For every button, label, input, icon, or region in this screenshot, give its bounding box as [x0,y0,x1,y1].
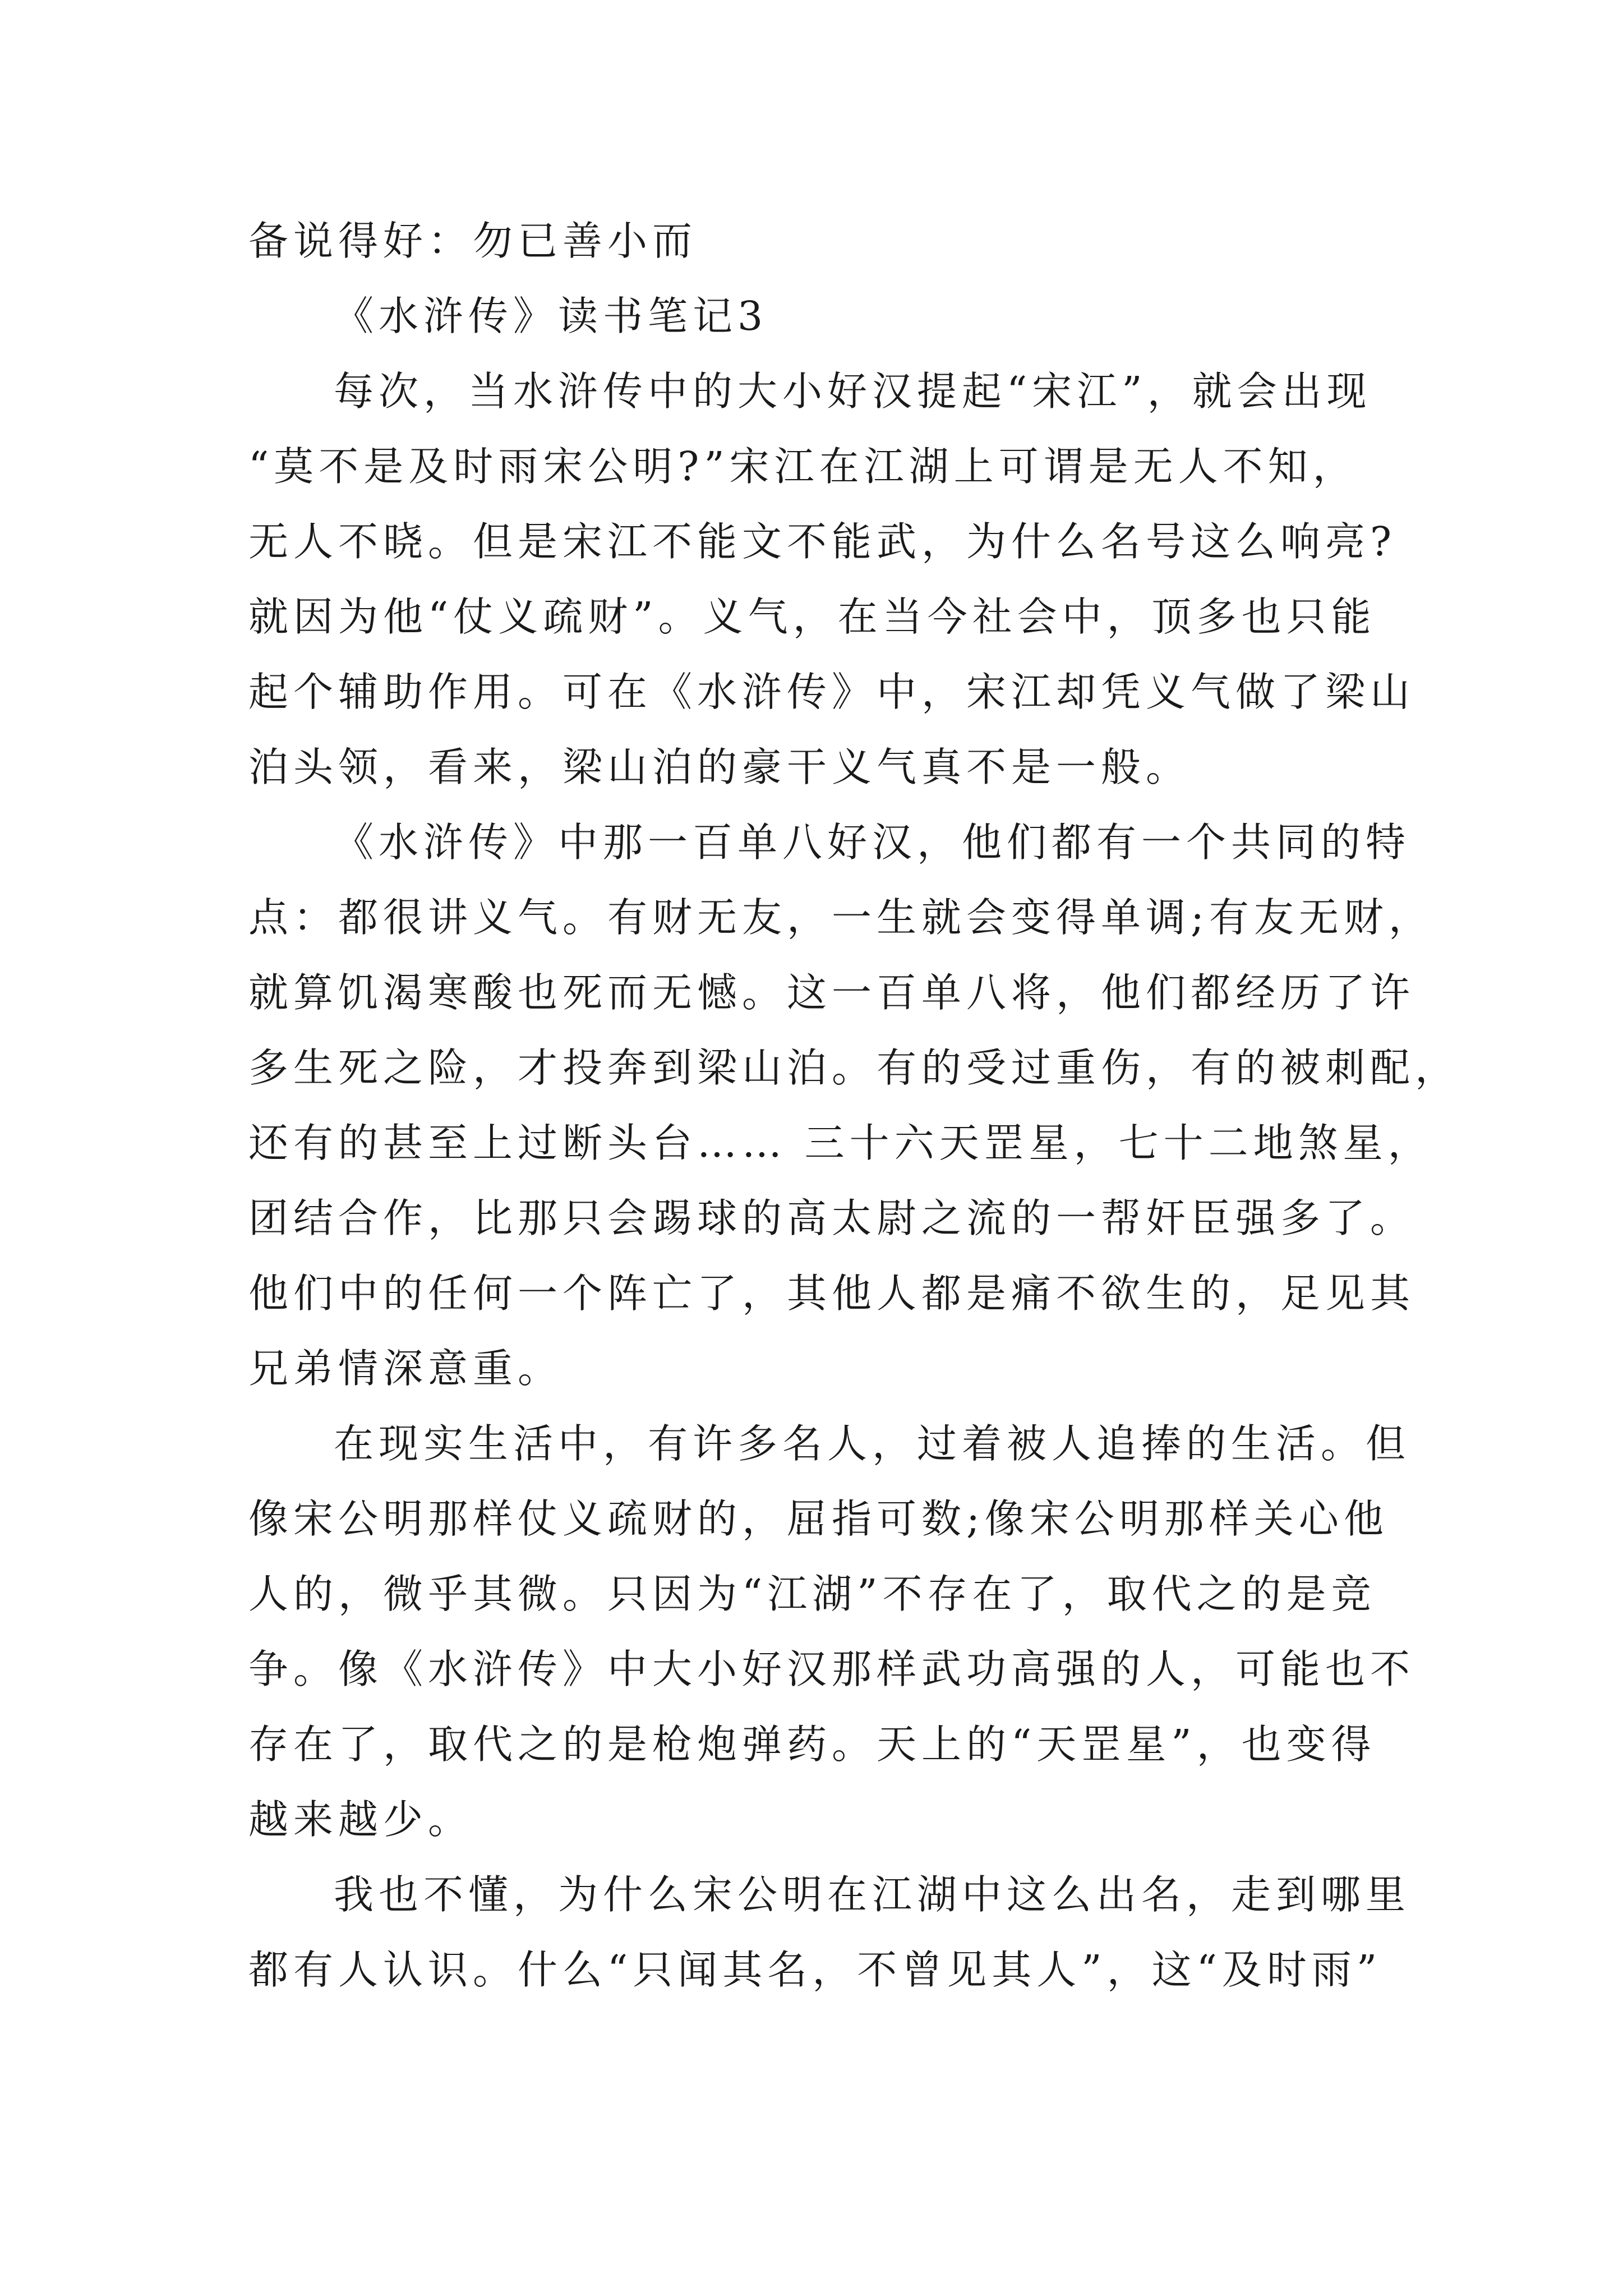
text-line: 越来越少。 [248,1796,473,1843]
text-line: 每次，当水浒传中的大小好汉提起“宋江”，就会出现 [334,368,1372,415]
text-line: 存在了，取代之的是枪炮弹药。天上的“天罡星”，也变得 [248,1721,1376,1768]
text-line: 团结合作，比那只会踢球的高太尉之流的一帮奸臣强多了。 [248,1195,1415,1241]
text-line: “莫不是及时雨宋公明?”宋江在江湖上可谓是无人不知， [248,443,1358,490]
text-line: 泊头领，看来，梁山泊的豪干义气真不是一般。 [248,744,1191,790]
text-line: 我也不懂，为什么宋公明在江湖中这么出名，走到哪里 [334,1871,1411,1918]
text-line: 点：都很讲义气。有财无友，一生就会变得单调;有友无财， [248,894,1433,941]
text-line: 就因为他“仗义疏财”。义气，在当今社会中，顶多也只能 [248,593,1376,640]
text-line: 在现实生活中，有许多名人，过着被人追捧的生活。但 [334,1420,1411,1467]
section-heading: 《水浒传》读书笔记3 [334,293,768,339]
text-line: 兄弟情深意重。 [248,1345,563,1392]
text-line: 无人不晓。但是宋江不能文不能武，为什么名号这么响亮? [248,518,1397,565]
text-line: 还有的甚至上过断头台…… 三十六天罡星，七十二地煞星， [248,1120,1433,1166]
text-line: 他们中的任何一个阵亡了，其他人都是痛不欲生的，足见其 [248,1270,1415,1317]
text-line: 争。像《水浒传》中大小好汉那样武功高强的人，可能也不 [248,1646,1415,1692]
text-line: 起个辅助作用。可在《水浒传》中，宋江却凭义气做了梁山 [248,669,1415,715]
text-line: 多生死之险，才投奔到梁山泊。有的受过重伤，有的被刺配， [248,1045,1460,1091]
text-line: 就算饥渴寒酸也死而无憾。这一百单八将，他们都经历了许 [248,969,1415,1016]
text-line: 人的，微乎其微。只因为“江湖”不存在了，取代之的是竞 [248,1571,1376,1617]
text-line: 像宋公明那样仗义疏财的，屈指可数;像宋公明那样关心他 [248,1496,1389,1542]
text-line: 《水浒传》中那一百单八好汉，他们都有一个共同的特 [334,819,1411,866]
text-line: 都有人认识。什么“只闻其名，不曾见其人”，这“及时雨” [248,1947,1382,1993]
text-line: 备说得好：勿已善小而 [248,218,698,264]
